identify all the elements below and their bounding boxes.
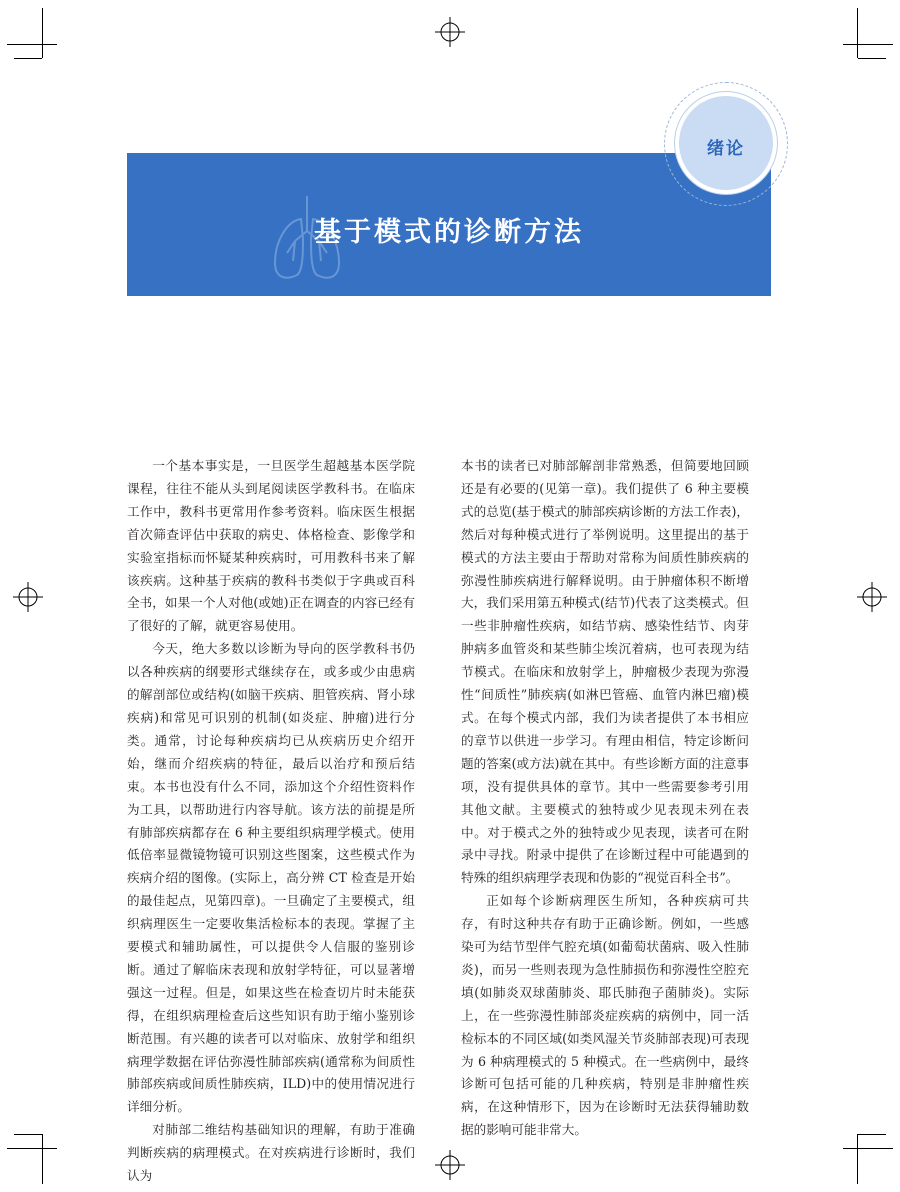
registration-mark-icon — [13, 582, 43, 612]
page-title: 基于模式的诊断方法 — [314, 217, 584, 248]
paragraph: 对肺部二维结构基础知识的理解，有助于准确判断疾病的病理模式。在对疾病进行诊断时，我们认为 — [127, 1122, 415, 1184]
right-column — [461, 455, 749, 1142]
crop-mark — [858, 1134, 886, 1135]
crop-mark — [42, 8, 43, 58]
registration-mark-icon — [435, 1150, 465, 1180]
crop-mark — [843, 44, 893, 45]
badge-label: 绪论 — [707, 139, 745, 159]
crop-mark — [14, 58, 42, 59]
registration-mark-icon — [857, 582, 887, 612]
crop-mark — [7, 44, 57, 45]
crop-mark — [857, 8, 858, 58]
crop-mark — [14, 1134, 42, 1135]
left-column — [127, 455, 415, 1188]
paragraph: 一个基本事实是，一旦医学生超越基本医学院课程，往往不能从头到尾阅读医学教科书。在临床工作中，教科书更常用作参考资料。临床医生根据首次筛查评估中获取的病史、体格检查、影像学和实验室指标而怀疑某种疾病时，可用教科书来了解该疾病。这种基于疾病的教科书类似于字典或百科全书，如果一个人对他(或她)正在调查的内容已经有了很好的了解，就更容易使用。 — [127, 458, 415, 634]
crop-mark — [42, 1134, 43, 1184]
paragraph: 正如每个诊断病理医生所知，各种疾病可共存，有时这种共存有助于正确诊断。例如，一些感染可为结节型伴气腔充填(如葡萄状菌病、吸入性肺炎)，而另一些则表现为急性肺损伤和弥漫性空腔充填(如肺炎双球菌肺炎、耶氏肺孢子菌肺炎)。实际上，在一些弥漫性肺部炎症疾病的病例中，同一活检标本的不同区域(如类风湿关节炎肺部表现)可表现为 6 种病理模式的 5 种模式。在一些病例中，最终诊断可包括可能的几种疾病，特别是非肿瘤性疾病，在这种情形下，因为在诊断时无法获得辅助数据的影响可能非常大。 — [461, 893, 749, 1138]
registration-mark-icon — [435, 17, 465, 47]
crop-mark — [843, 1148, 893, 1149]
paragraph: 本书的读者已对肺部解剖非常熟悉，但简要地回顾还是有必要的(见第一章)。我们提供了 6 种主要模式的总览(基于模式的肺部疾病诊断的方法工作表)，然后对每种模式进行了举例说明。这里提出的基于模式的方法主要由于帮助对常称为间质性肺疾病的弥漫性肺疾病进行解释说明。由于肿瘤体积不断增大，我们采用第五种模式(结节)代表了这类模式。但一些非肿瘤性疾病，如结节病、感染性结节、肉芽肿病多血管炎和某些肺尘埃沉着病，也可表现为结节模式。在临床和放射学上，肿瘤极少表现为弥漫性“间质性”肺疾病(如淋巴管癌、血管内淋巴瘤)模式。在每个模式内部，我们为读者提供了本书相应的章节以供进一步学习。有理由相信，特定诊断问题的答案(或方法)就在其中。有些诊断方面的注意事项，没有提供具体的章节。其中一些需要参考引用其他文献。主要模式的独特或少见表现未列在表中。对于模式之外的独特或少见表现，读者可在附录中寻找。附录中提供了在诊断过程中可能遇到的特殊的组织病理学表现和伪影的“视觉百科全书”。 — [461, 458, 749, 886]
crop-mark — [7, 1148, 57, 1149]
paragraph: 今天，绝大多数以诊断为导向的医学教科书仍以各种疾病的纲要形式继续存在，或多或少由患病的解剖部位或结构(如脑干疾病、胆管疾病、肾小球疾病)和常见可识别的机制(如炎症、肿瘤)进行分类。通常，讨论每种疾病均已从疾病历史介绍开始，继而介绍疾病的特征，最后以治疗和预后结束。本书也没有什么不同，添加这个介绍性资料作为工具，以帮助进行内容导航。该方法的前提是所有肺部疾病都存在 6 种主要组织病理学模式。使用低倍率显微镜物镜可识别这些图案，这些模式作为疾病介绍的图像。(实际上，高分辨 CT 检查是开始的最佳起点，见第四章)。一旦确定了主要模式，组织病理医生一定要收集活检标本的表现。掌握了主要模式和辅助属性，可以提供令人信服的鉴别诊断。通过了解临床表现和放射学特征，可以显著增强这一过程。但是，如果这些在检查切片时未能获得，在组织病理检查后这些知识有助于缩小鉴别诊断范围。有兴趣的读者可以对临床、放射学和组织病理学数据在评估弥漫性肺部疾病(通常称为间质性肺部疾病或间质性肺疾病，ILD)中的使用情况进行详细分析。 — [127, 641, 415, 1115]
crop-mark — [857, 1134, 858, 1184]
chapter-badge — [679, 96, 773, 190]
crop-mark — [858, 58, 886, 59]
